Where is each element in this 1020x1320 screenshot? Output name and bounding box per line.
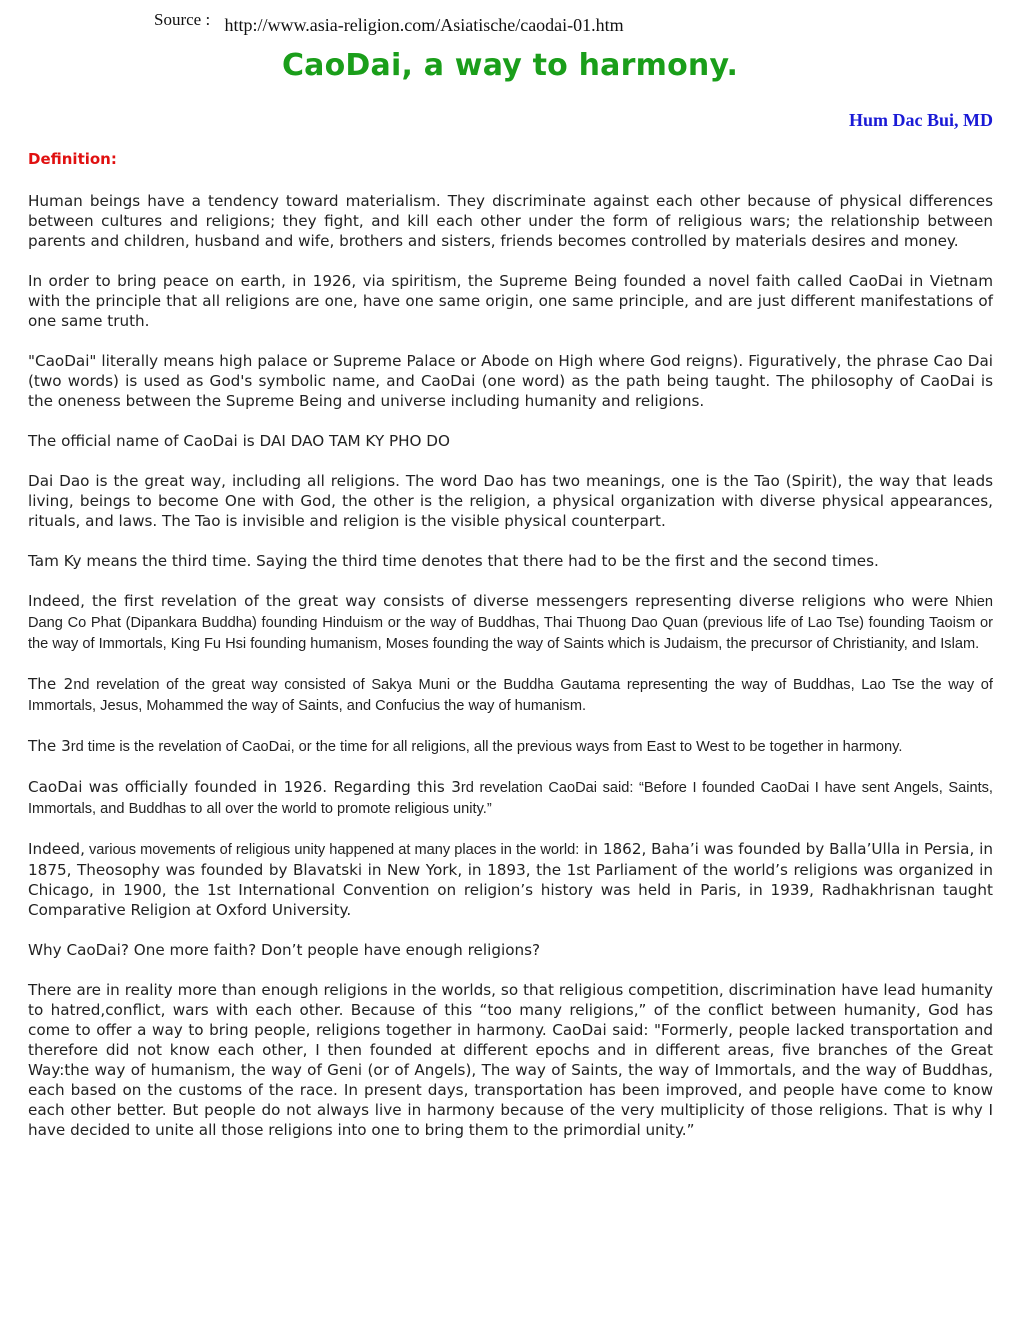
- paragraph-segment: various movements of religious unity happened at many places in the world:: [84, 842, 580, 858]
- paragraph-segment: in 1862, Baha’i was founded by Balla’Ulla in Persia, in 1875, Theosophy was founded by Blavatski in New York, in 1893, the 1st Parliament of the world’s religions was organized in Chicago, in 1900, the 1st International Convention on religion’s history was held in Paris, in 1939, Radhakhrisnan taught Comparative Religion at Oxford University.: [28, 840, 993, 919]
- page-title: CaoDai, a way to harmony.: [281, 48, 739, 83]
- author-byline: Hum Dac Bui, MD: [849, 110, 993, 130]
- paragraph: Tam Ky means the third time. Saying the third time denotes that there had to be the first and the second times.: [28, 552, 879, 570]
- paragraph: [28, 591, 993, 654]
- paragraph-segment: rd revelation CaoDai said: “Before I founded CaoDai I have sent Angels, Saints, Immortals, and Buddhas to all over the world to promote religious unity.”: [28, 780, 993, 817]
- paragraph: "CaoDai" literally means high palace or Supreme Palace or Abode on High where God reigns). Figuratively, the phrase Cao Dai (two words) is used as God's symbolic name, and CaoDai (one word) as the path being taught. The philosophy of CaoDai is the oneness between the Supreme Being and universe including humanity and religions.: [28, 352, 993, 410]
- paragraph: Human beings have a tendency toward materialism. They discriminate against each other because of physical differences between cultures and religions; they fight, and kill each other under the form of religious wars; the relationship between parents and children, husband and wife, brothers and sisters, friends becomes controlled by materials desires and money.: [28, 192, 993, 250]
- paragraph-segment: The 3: [28, 737, 71, 755]
- paragraph-segment: Indeed,: [28, 840, 85, 858]
- paragraph-segment: Indeed, the first revelation of the great way consists of diverse messengers representing diverse religions who were: [28, 592, 949, 610]
- paragraph: [28, 839, 993, 920]
- paragraph: The official name of CaoDai is DAI DAO TAM KY PHO DO: [28, 432, 450, 450]
- paragraph: In order to bring peace on earth, in 1926, via spiritism, the Supreme Being founded a novel faith called CaoDai in Vietnam with the principle that all religions are one, have one same origin, one same principle, and are just different manifestations of one same truth.: [28, 272, 993, 330]
- paragraph-segment: CaoDai was officially founded in 1926. Regarding this 3: [28, 778, 461, 796]
- paragraph: Dai Dao is the great way, including all religions. The word Dao has two meanings, one is the Tao (Spirit), the way that leads living, beings to become One with God, the other is the religion, a physical organization with diverse physical appearances, rituals, and laws. The Tao is invisible and religion is the visible physical counterpart.: [28, 472, 993, 530]
- paragraph-segment: nd revelation of the great way consisted of Sakya Muni or the Buddha Gautama representing the way of Buddhas, Lao Tse the way of Immortals, Jesus, Mohammed the way of Saints, and Confucius the way of humanism.: [28, 677, 993, 714]
- paragraph: [28, 674, 993, 716]
- article-body: [28, 191, 993, 1160]
- paragraph: [28, 736, 993, 757]
- source-label: Source :: [154, 10, 211, 29]
- source-url: http://www.asia-religion.com/Asiatische/caodai-01.htm: [224, 15, 624, 35]
- paragraph-segment: rd time is the revelation of CaoDai, or the time for all religions, all the previous ways from East to West to be together in harmony.: [70, 739, 903, 755]
- paragraph: Why CaoDai? One more faith? Don’t people have enough religions?: [28, 941, 541, 959]
- paragraph-segment: The 2: [28, 675, 74, 693]
- definition-heading: Definition:: [28, 150, 117, 168]
- source-line: [154, 10, 624, 35]
- paragraph: [28, 777, 993, 819]
- paragraph-segment: Nhien Dang Co Phat (Dipankara Buddha) founding Hinduism or the way of Buddhas, Thai Thuong Dao Quan (previous life of Lao Tse) founding Taoism or the way of Immortals, King Fu Hsi founding humanism, Moses founding the way of Saints which is Judaism, the precursor of Christianity, and Islam.: [28, 594, 993, 652]
- paragraph: There are in reality more than enough religions in the worlds, so that religious competition, discrimination have lead humanity to hatred,conflict, wars with each other. Because of this “too many religions,” of the conflict between humanity, God has come to offer a way to bring people, religions together in harmony. CaoDai said: "Formerly, people lacked transportation and therefore did not know each other, I then founded at different epochs and in different areas, five branches of the Great Way:the way of humanism, the way of Geni (or of Angels), The way of Saints, the way of Immortals, and the way of Buddhas, each based on the customs of the race. In present days, transportation has been improved, and people have come to know each other better. But people do not always live in harmony because of the very multiplicity of those religions. That is why I have decided to unite all those religions into one to bring them to the primordial unity.”: [28, 981, 993, 1139]
